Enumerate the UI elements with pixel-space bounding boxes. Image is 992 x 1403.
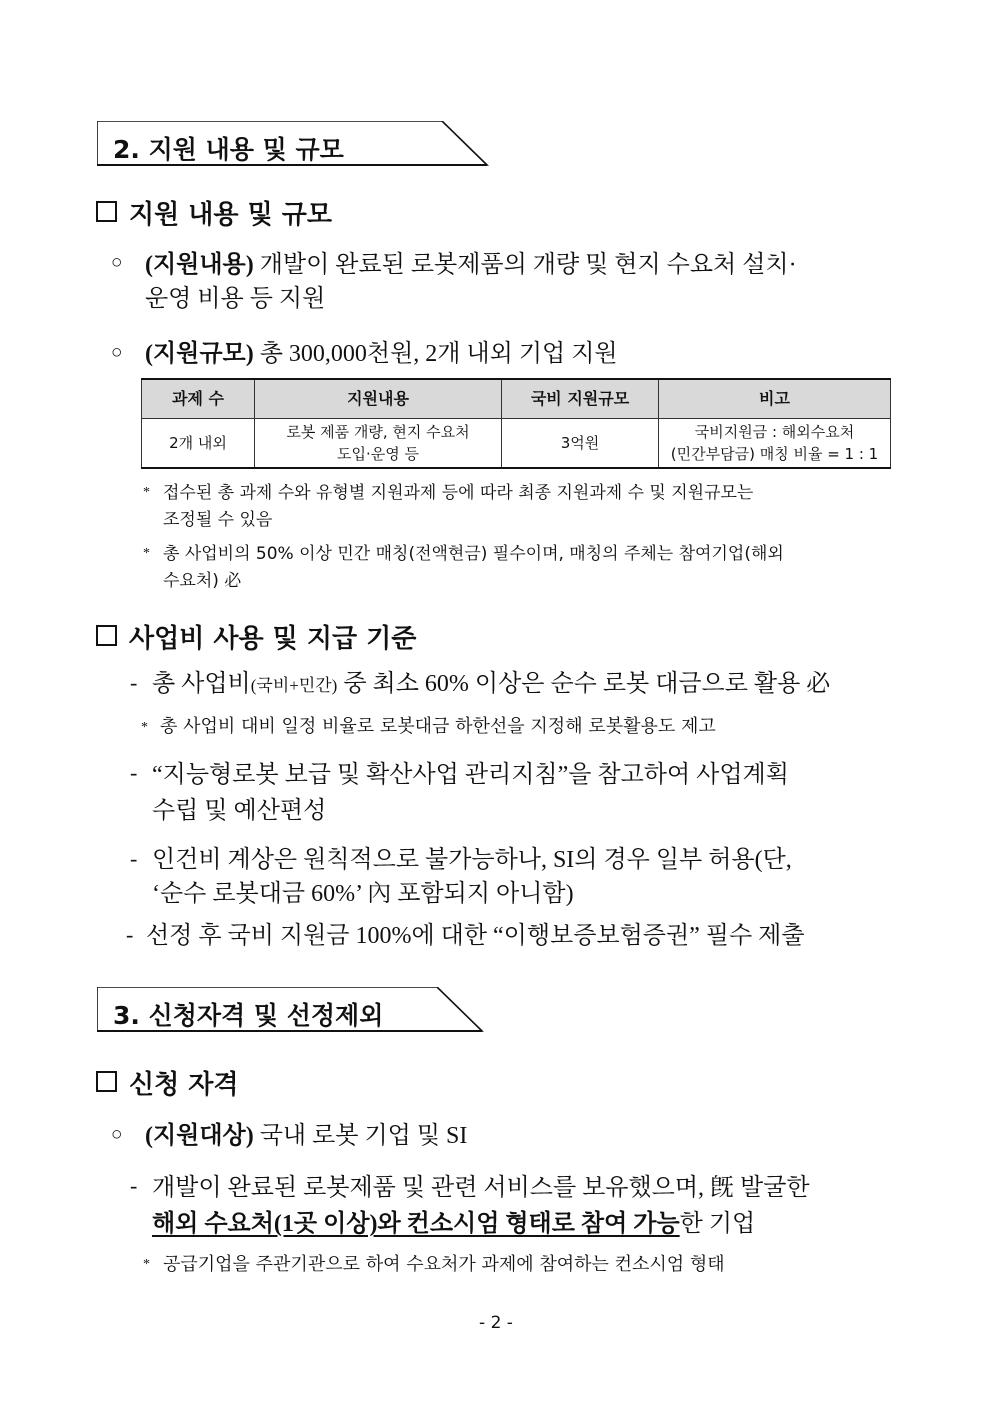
eligibility-sub-bold: 해외 수요처(1곳 이상)와 컨소시엄 형태로 참여 가능: [152, 1211, 680, 1237]
note-2-line1: 총 사업비의 50% 이상 민간 매칭(전액현금) 필수이며, 매칭의 주체는 참여기업(해외: [163, 544, 784, 564]
remark-line1: 국비지원금 : 해외수요처: [694, 423, 855, 441]
dash-bullet: -: [126, 922, 134, 947]
budget-item-1: [152, 667, 830, 703]
content-line1: 로봇 제품 개량, 현지 수요처: [286, 423, 470, 441]
page-number: - 2 -: [479, 1313, 513, 1333]
table-cell-remark: [659, 419, 891, 469]
eligibility-sub-rest: 한 기업: [679, 1211, 756, 1237]
support-scale-tag: (지원규모): [145, 341, 254, 367]
table-cell-content: [255, 419, 502, 469]
eligibility-tag: (지원대상): [145, 1123, 254, 1149]
dash-bullet: -: [130, 1173, 138, 1198]
support-scale-text: 총 300,000천원, 2개 내외 기업 지원: [253, 341, 618, 367]
eligibility-sub: [152, 1170, 810, 1242]
table-header: 비고: [659, 379, 891, 419]
heading-support: [96, 194, 332, 231]
budget-3-line1: 인건비 계상은 원칙적으로 불가능하나, SI의 경우 일부 허용(단,: [152, 847, 792, 873]
dash-bullet: -: [130, 760, 138, 785]
content-line2: 도입·운영 등: [337, 445, 419, 463]
circle-bullet-icon: ○: [111, 342, 123, 363]
circle-bullet-icon: ○: [111, 1124, 123, 1145]
budget-1-small: (국비+민간): [250, 676, 338, 695]
support-content-line2: 운영 비용 등 지원: [145, 286, 326, 312]
budget-note: 총 사업비 대비 일정 비율로 로봇대금 하한선을 지정해 로봇활용도 제고: [160, 716, 716, 737]
budget-2-line1: “지능형로봇 보급 및 확산사업 관리지침”을 참고하여 사업계획: [152, 762, 789, 788]
table-header: 과제 수: [142, 379, 255, 419]
budget-2-line2: 수립 및 예산편성: [152, 798, 327, 824]
eligibility-note: 공급기업을 주관기관으로 하여 수요처가 과제에 참여하는 컨소시엄 형태: [163, 1254, 725, 1275]
asterisk-icon: *: [143, 546, 150, 561]
section-3-title: 3. 신청자격 및 선정제외: [113, 1001, 384, 1030]
heading-budget-text: 사업비 사용 및 지급 기준: [129, 624, 417, 654]
table-header: 지원내용: [255, 379, 502, 419]
section-3-tab: [97, 987, 485, 1033]
budget-3-line2: ‘순수 로봇대금 60%’ 內 포함되지 아니함): [152, 881, 574, 907]
table-row: [142, 419, 891, 469]
eligibility-item: [145, 1119, 467, 1153]
budget-item-3: [152, 843, 792, 911]
asterisk-icon: *: [141, 720, 148, 735]
heading-support-text: 지원 내용 및 규모: [129, 200, 332, 230]
support-table: [141, 378, 891, 469]
support-scale-item: [145, 337, 618, 371]
asterisk-icon: *: [143, 485, 150, 500]
eligibility-sub-line1: 개발이 완료된 로봇제품 및 관련 서비스를 보유했으며, 旣 발굴한: [152, 1175, 810, 1201]
table-header-row: [142, 379, 891, 419]
note-1-line1: 접수된 총 과제 수와 유형별 지원과제 등에 따라 최종 지원과제 수 및 지원규모는: [163, 483, 754, 503]
support-content-tag: (지원내용): [145, 252, 254, 278]
dash-bullet: -: [130, 846, 138, 871]
table-cell-scale: 3억원: [502, 419, 659, 469]
heading-eligibility-text: 신청 자격: [129, 1070, 239, 1100]
note-2: [163, 541, 784, 595]
asterisk-icon: *: [143, 1257, 150, 1272]
checkbox-square-icon: [96, 625, 117, 646]
eligibility-text: 국내 로봇 기업 및 SI: [253, 1123, 468, 1149]
budget-item-4: 선정 후 국비 지원금 100%에 대한 “이행보증보험증권” 필수 제출: [146, 923, 805, 949]
remark-line2: (민간부담금) 매칭 비율 = 1 : 1: [670, 445, 879, 463]
heading-eligibility: [96, 1064, 239, 1101]
circle-bullet-icon: ○: [111, 252, 123, 273]
dash-bullet: -: [130, 670, 138, 695]
heading-budget: [96, 618, 416, 655]
budget-item-2: [152, 757, 789, 829]
checkbox-square-icon: [96, 1071, 117, 1092]
note-1-line2: 조정될 수 있음: [163, 510, 273, 530]
support-content-item: [145, 248, 797, 316]
section-2-tab: [97, 121, 489, 167]
section-2-title: 2. 지원 내용 및 규모: [113, 135, 344, 164]
table-header: 국비 지원규모: [502, 379, 659, 419]
note-1: [163, 480, 753, 534]
support-content-line1: 개발이 완료된 로봇제품의 개량 및 현지 수요처 설치·: [253, 252, 797, 278]
note-2-line2: 수요처) 必: [163, 571, 242, 591]
budget-1-pre: 총 사업비: [152, 671, 251, 697]
budget-1-post: 중 최소 60% 이상은 순수 로봇 대금으로 활용 必: [337, 671, 831, 697]
checkbox-square-icon: [96, 201, 117, 222]
table-cell-count: 2개 내외: [142, 419, 255, 469]
